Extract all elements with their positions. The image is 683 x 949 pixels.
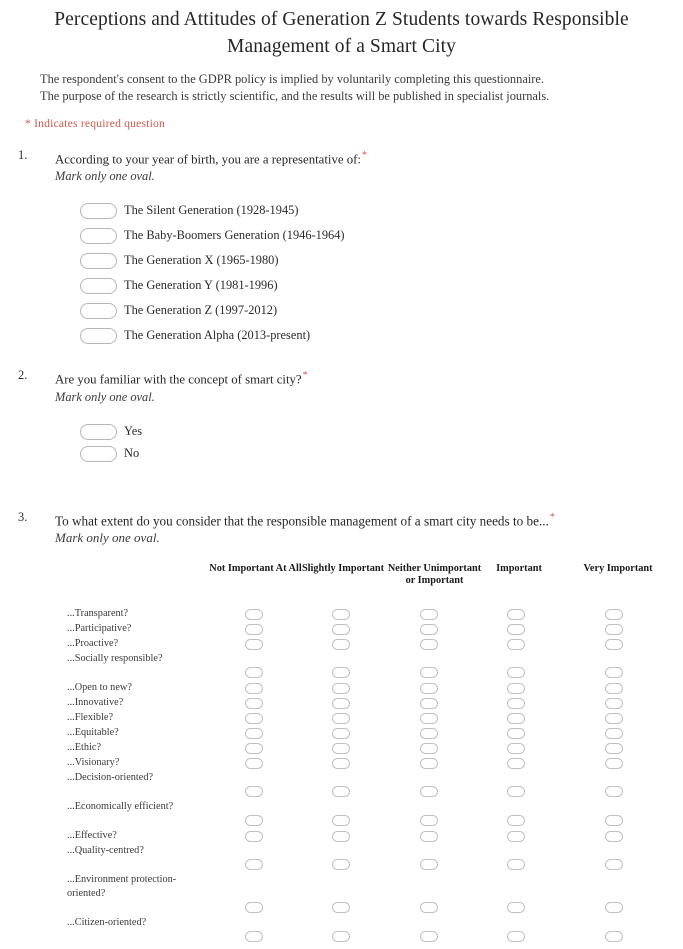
rating-oval[interactable] [245, 743, 263, 754]
rating-oval[interactable] [245, 667, 263, 678]
rating-row-label: ...Ethic? [67, 741, 102, 753]
radio-oval[interactable] [80, 446, 117, 462]
rating-oval[interactable] [507, 831, 525, 842]
rating-oval[interactable] [420, 758, 438, 769]
option-row[interactable] [80, 273, 683, 298]
rating-grid-row [67, 741, 683, 756]
question-2-instruction: Mark only one oval. [55, 389, 155, 404]
rating-row-label: ...Economically efficient? [67, 800, 174, 812]
rating-oval[interactable] [245, 902, 263, 913]
required-asterisk: * [361, 150, 367, 161]
rating-row-label: ...Quality-centred? [67, 844, 144, 856]
rating-oval[interactable] [420, 815, 438, 826]
rating-column-header: Very Important [583, 562, 653, 574]
rating-grid-row [67, 800, 683, 829]
rating-row-label: ...Flexible? [67, 711, 114, 723]
rating-grid-row [67, 771, 683, 800]
option-row[interactable] [80, 421, 683, 443]
rating-oval[interactable] [507, 683, 525, 694]
required-asterisk: * [302, 370, 308, 382]
radio-oval[interactable] [80, 228, 117, 244]
option-row[interactable] [80, 298, 683, 323]
rating-grid-row [67, 844, 683, 873]
rating-oval[interactable] [245, 786, 263, 797]
rating-grid-row [67, 681, 683, 696]
rating-row-label: ...Equitable? [67, 726, 119, 738]
radio-oval[interactable] [80, 253, 117, 269]
rating-oval[interactable] [245, 713, 263, 724]
rating-grid-row [67, 726, 683, 741]
radio-oval[interactable] [80, 278, 117, 294]
option-label: The Generation Y (1981-1996) [124, 278, 278, 293]
required-question-note: * Indicates required question [25, 117, 166, 130]
rating-oval[interactable] [420, 713, 438, 724]
rating-oval[interactable] [245, 728, 263, 739]
rating-oval[interactable] [332, 902, 350, 913]
rating-oval[interactable] [420, 902, 438, 913]
rating-oval[interactable] [507, 859, 525, 870]
rating-row-label: ...Participative? [67, 622, 132, 634]
rating-row-label: ...Citizen-oriented? [67, 916, 147, 928]
rating-row-label: ...Proactive? [67, 637, 119, 649]
rating-oval[interactable] [507, 698, 525, 709]
rating-grid-header [67, 563, 683, 607]
rating-oval[interactable] [245, 831, 263, 842]
rating-oval[interactable] [332, 698, 350, 709]
rating-oval[interactable] [420, 683, 438, 694]
question-3-instruction: Mark only one oval. [55, 529, 160, 545]
rating-row-label: ...Effective? [67, 829, 117, 841]
rating-oval[interactable] [420, 931, 438, 942]
rating-grid-row [67, 756, 683, 771]
rating-oval[interactable] [507, 667, 525, 678]
rating-oval[interactable] [245, 931, 263, 942]
rating-oval[interactable] [507, 624, 525, 635]
question-1-number: 1. [18, 148, 28, 162]
rating-oval[interactable] [332, 931, 350, 942]
rating-oval[interactable] [605, 931, 623, 942]
question-2-options [80, 421, 683, 465]
rating-oval[interactable] [507, 931, 525, 942]
rating-oval[interactable] [420, 624, 438, 635]
rating-oval[interactable] [605, 683, 623, 694]
radio-oval[interactable] [80, 328, 117, 344]
rating-oval[interactable] [507, 609, 525, 620]
page-title: Perceptions and Attitudes of Generation Z Students towards Responsible Management of a Smart City [54, 9, 629, 57]
rating-oval[interactable] [605, 859, 623, 870]
question-3 [18, 510, 683, 945]
rating-oval[interactable] [332, 831, 350, 842]
rating-oval[interactable] [245, 758, 263, 769]
rating-oval[interactable] [332, 609, 350, 620]
question-3-text [55, 510, 683, 529]
rating-oval[interactable] [605, 698, 623, 709]
option-label: The Generation Z (1997-2012) [124, 303, 278, 318]
rating-oval[interactable] [332, 667, 350, 678]
rating-oval[interactable] [245, 639, 263, 650]
option-label: The Silent Generation (1928-1945) [124, 203, 299, 218]
rating-oval[interactable] [332, 786, 350, 797]
rating-oval[interactable] [420, 667, 438, 678]
rating-oval[interactable] [605, 728, 623, 739]
rating-oval[interactable] [332, 624, 350, 635]
rating-grid-row [67, 916, 683, 945]
rating-oval[interactable] [605, 758, 623, 769]
rating-row-label: ...Innovative? [67, 696, 124, 708]
rating-oval[interactable] [605, 713, 623, 724]
rating-oval[interactable] [245, 609, 263, 620]
option-row[interactable] [80, 198, 683, 223]
option-row[interactable] [80, 443, 683, 465]
rating-oval[interactable] [507, 815, 525, 826]
question-1-label: According to your year of birth, you are a representative of: [55, 152, 361, 167]
rating-oval[interactable] [507, 743, 525, 754]
rating-oval[interactable] [605, 624, 623, 635]
option-label: The Baby-Boomers Generation (1946-1964) [124, 228, 345, 243]
rating-oval[interactable] [332, 815, 350, 826]
option-row[interactable] [80, 248, 683, 273]
radio-oval[interactable] [80, 303, 117, 319]
rating-oval[interactable] [420, 639, 438, 650]
rating-grid-row [67, 829, 683, 844]
rating-oval[interactable] [507, 902, 525, 913]
rating-oval[interactable] [332, 743, 350, 754]
rating-oval[interactable] [507, 639, 525, 650]
rating-row-label: ...Visionary? [67, 756, 120, 768]
rating-row-label: ...Open to new? [67, 681, 132, 693]
intro-line-1: The respondent's consent to the GDPR policy is implied by voluntarily completing this questionnaire. [40, 72, 544, 86]
option-label: No [124, 446, 140, 461]
question-3-label: To what extent do you consider that the responsible management of a smart city needs to be... [55, 512, 549, 528]
rating-oval[interactable] [332, 859, 350, 870]
rating-row-label: ...Socially responsible? [67, 652, 163, 664]
question-1-text [55, 148, 683, 167]
rating-row-label: ...Decision-oriented? [67, 771, 154, 783]
rating-grid-row [67, 652, 683, 681]
rating-oval[interactable] [605, 639, 623, 650]
rating-oval[interactable] [332, 639, 350, 650]
rating-oval[interactable] [507, 728, 525, 739]
rating-column-header: Not Important At All [209, 562, 302, 574]
question-2-label: Are you familiar with the concept of smart city? [55, 372, 302, 387]
rating-column-header: Important [496, 562, 542, 574]
rating-grid-row [67, 637, 683, 652]
rating-grid-row [67, 873, 683, 916]
rating-grid-row [67, 607, 683, 622]
rating-oval[interactable] [245, 624, 263, 635]
rating-oval[interactable] [605, 667, 623, 678]
rating-grid-row [67, 696, 683, 711]
option-label: Yes [124, 424, 143, 439]
rating-oval[interactable] [507, 758, 525, 769]
rating-oval[interactable] [420, 831, 438, 842]
rating-oval[interactable] [507, 713, 525, 724]
rating-oval[interactable] [605, 743, 623, 754]
rating-row-label: ...Environment protection-oriented? [67, 873, 177, 900]
option-row[interactable] [80, 223, 683, 248]
question-2-number: 2. [18, 368, 28, 383]
option-label: The Generation X (1965-1980) [124, 253, 279, 268]
intro-line-2: The purpose of the research is strictly scientific, and the results will be published in specialist journals. [40, 89, 550, 103]
option-row[interactable] [80, 323, 683, 348]
intro-text [40, 71, 650, 105]
question-1-options [80, 198, 683, 348]
radio-oval[interactable] [80, 203, 117, 219]
rating-oval[interactable] [332, 713, 350, 724]
rating-oval[interactable] [332, 758, 350, 769]
rating-oval[interactable] [245, 683, 263, 694]
rating-oval[interactable] [507, 786, 525, 797]
rating-oval[interactable] [245, 815, 263, 826]
rating-oval[interactable] [420, 609, 438, 620]
rating-oval[interactable] [420, 698, 438, 709]
rating-oval[interactable] [245, 859, 263, 870]
question-1-instruction: Mark only one oval. [55, 169, 155, 184]
rating-oval[interactable] [420, 728, 438, 739]
rating-grid-row [67, 711, 683, 726]
rating-grid-row [67, 622, 683, 637]
rating-grid [67, 563, 683, 945]
question-2-text [55, 368, 683, 387]
option-label: The Generation Alpha (2013-present) [124, 328, 311, 343]
rating-oval[interactable] [605, 902, 623, 913]
rating-oval[interactable] [605, 786, 623, 797]
rating-grid-rows [67, 607, 683, 945]
question-2 [18, 368, 683, 464]
rating-oval[interactable] [605, 815, 623, 826]
rating-oval[interactable] [332, 728, 350, 739]
rating-column-header: Neither Unimportant or Important [387, 562, 482, 587]
rating-row-label: ...Transparent? [67, 607, 129, 619]
rating-oval[interactable] [420, 743, 438, 754]
question-1 [18, 148, 683, 348]
rating-oval[interactable] [420, 859, 438, 870]
rating-oval[interactable] [420, 786, 438, 797]
rating-oval[interactable] [245, 698, 263, 709]
question-3-number: 3. [18, 509, 28, 524]
rating-oval[interactable] [332, 683, 350, 694]
radio-oval[interactable] [80, 424, 117, 440]
required-asterisk: * [549, 511, 555, 523]
rating-oval[interactable] [605, 831, 623, 842]
rating-column-header: Slightly Important [301, 562, 385, 574]
rating-oval[interactable] [605, 609, 623, 620]
